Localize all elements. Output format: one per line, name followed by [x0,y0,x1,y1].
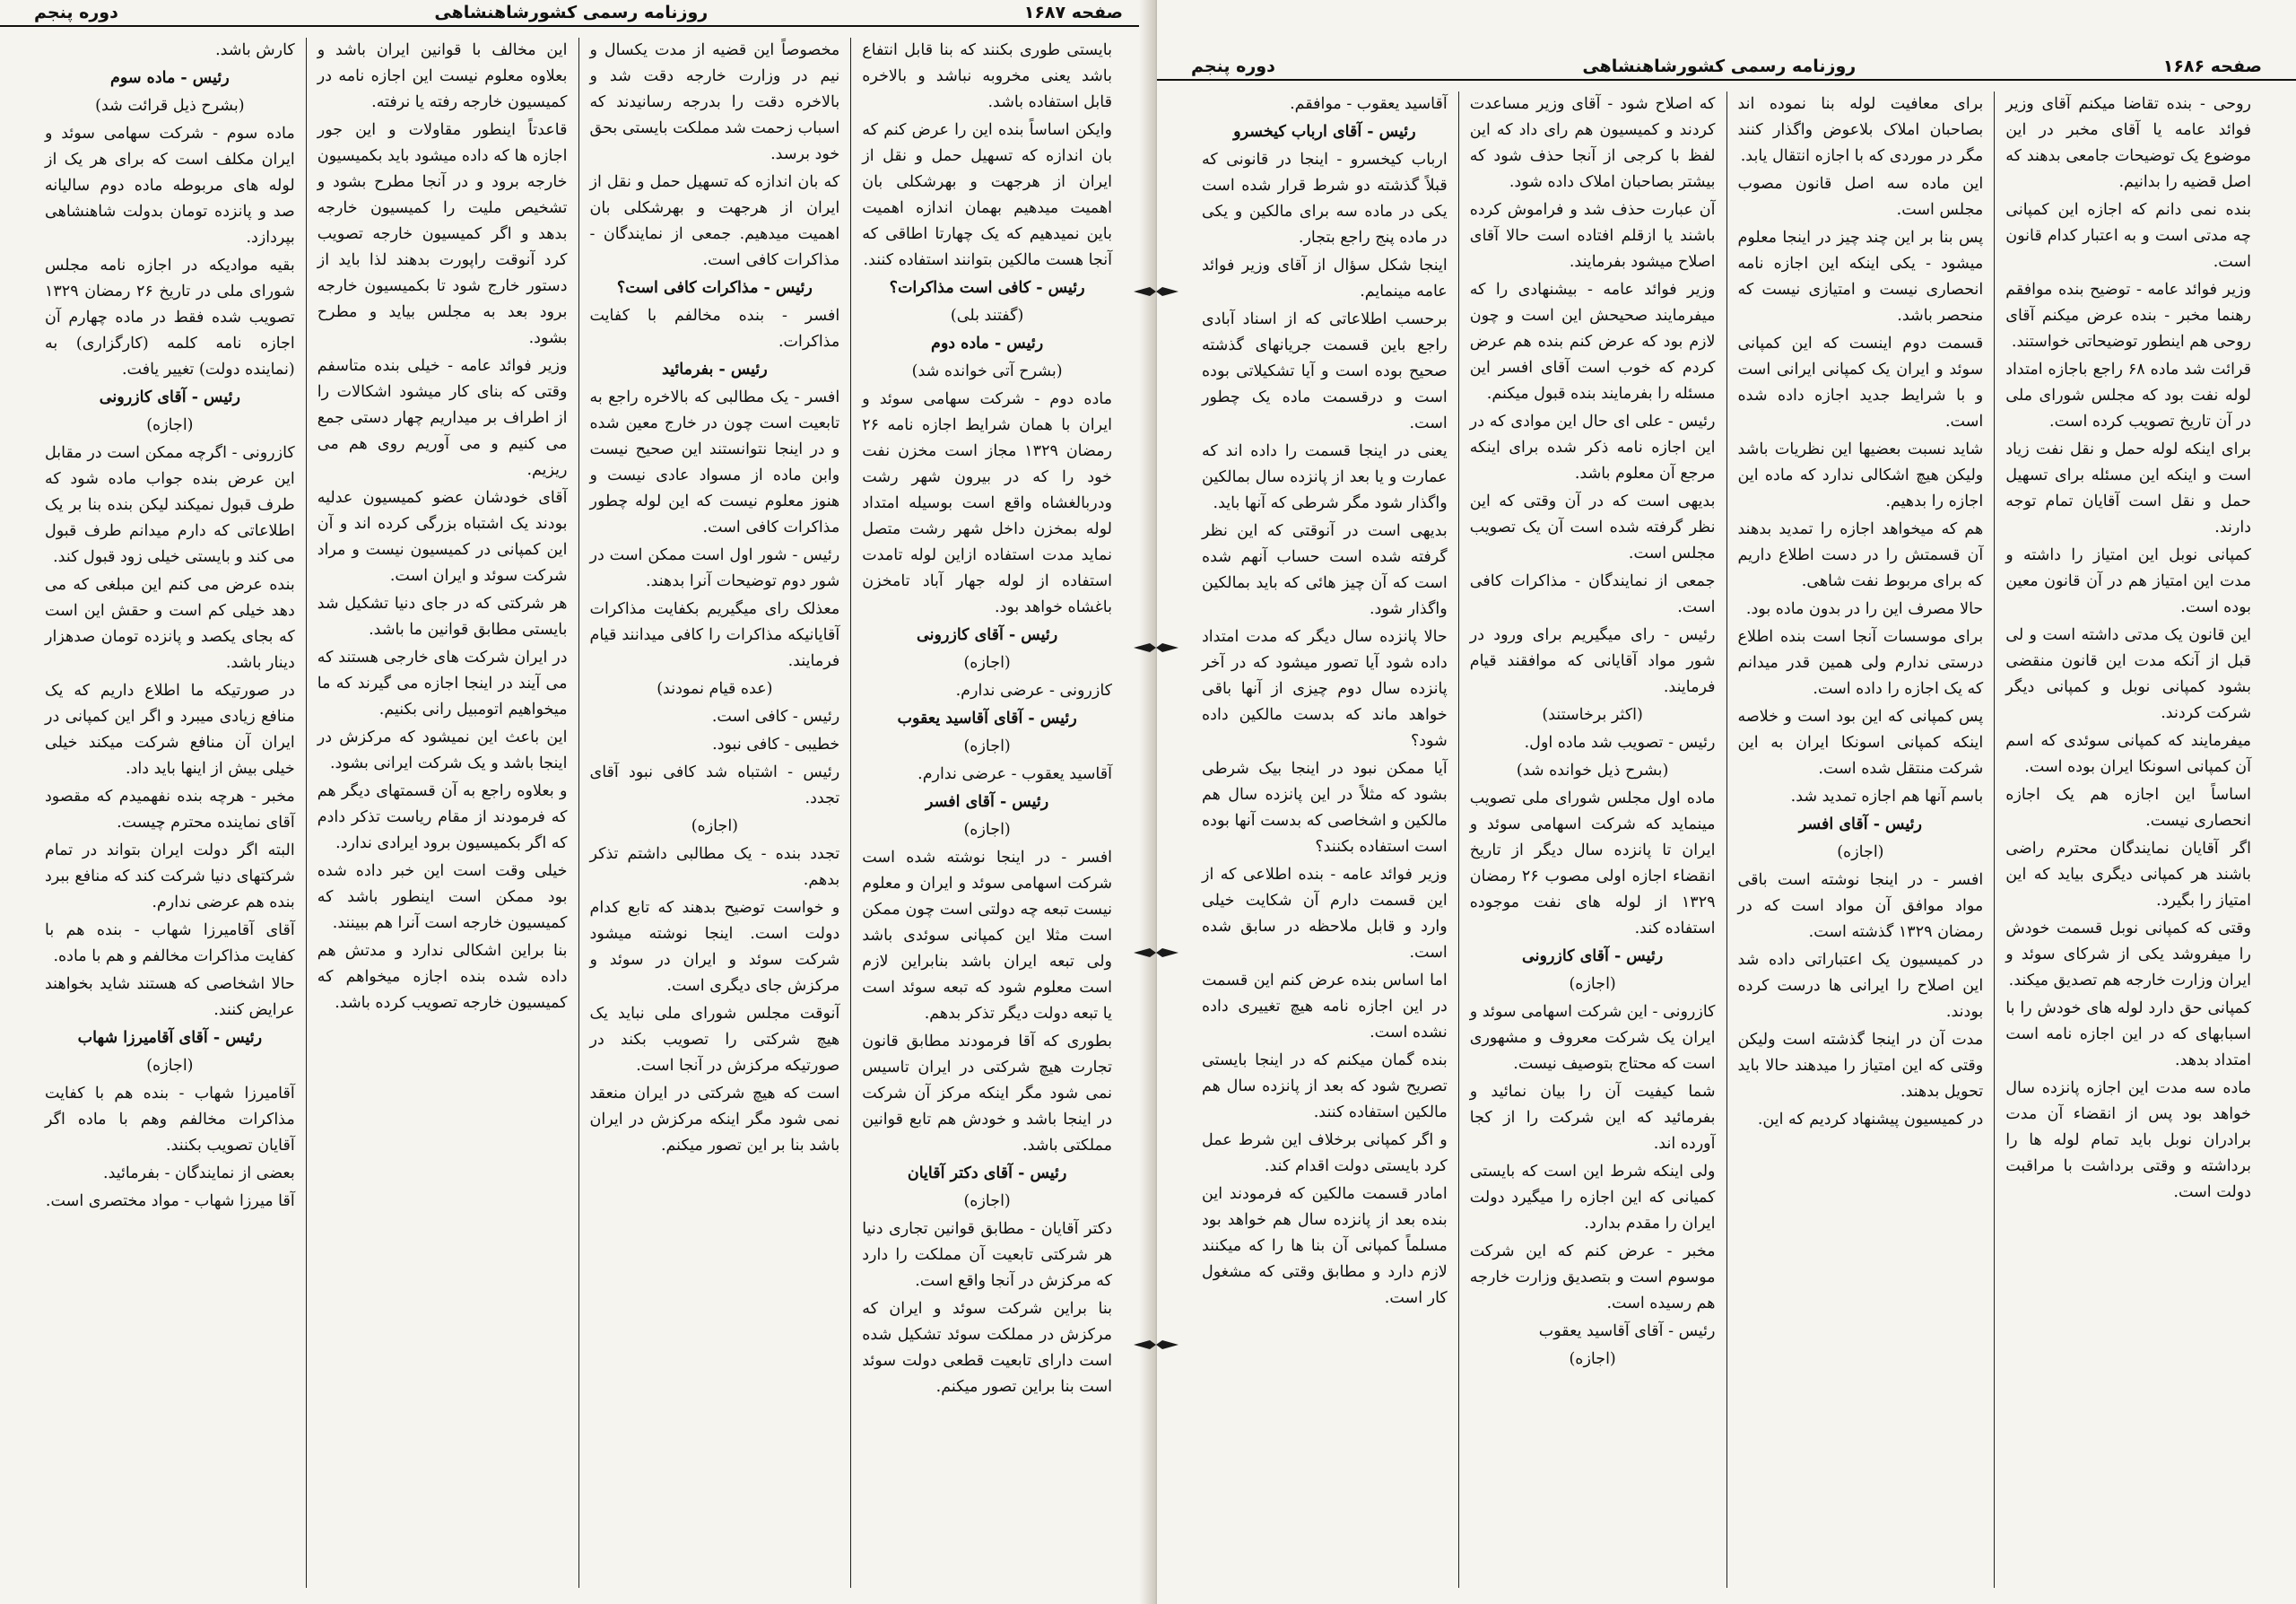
stage-note: (اجازه) [1569,1350,1616,1368]
article-paragraph: وقتی که کمپانی نوبل قسمت خودش را میفروشد یکی از شرکای سوئد و ایران وزارت خارجه هم تصدیق میکند. [2005,920,2251,989]
right-page-session: دوره پنجم [1191,57,1275,76]
article-paragraph: اینجا شکل سؤال از آقای وزیر فوائد عامه مینمایم. [1202,257,1448,301]
left-page-title: روزنامه رسمی کشورشاهنشاهی [434,3,709,22]
article-paragraph: معذلک رای میگیریم بکفایت مذاکرات آقایانیکه مذاکرات را کافی میدانند قیام فرمایند. [589,600,840,670]
stage-note: (اکثر برخاستند) [1542,706,1643,724]
article-paragraph: کازرونی - عرضی ندارم. [955,682,1112,700]
speaker-heading: رئیس - آقای ارباب کیخسرو [1233,123,1416,141]
article-paragraph: برحسب اطلاعاتی که از اسناد آبادی راجع باین قسمت جریانهای گذشته صحیح بوده است و آیا تشکیلاتی بوده است و درقسمت ماده یک چطور است. [1202,310,1448,432]
left-page-columns [34,38,1123,1588]
stage-note: (بشرح ذیل خوانده شد) [1516,762,1669,780]
text-column-l4 [34,38,306,1588]
text-column-r4 [1191,92,1458,1588]
article-paragraph: ارباب کیخسرو - اینجا در قانونی که قبلاً گذشته دو شرط قرار شده است یکی در ماده سه برای مالکین و یکی در ماده پنج راجع بتجار. [1202,151,1448,247]
article-paragraph: ماده اول مجلس شورای ملی تصویب مینماید که شرکت اسهامی سوئد و ایران تا پانزده سال دیگر از تاریخ انقضاء اجازه اولی مصوب ۲۶ رمضان ۱۳۲۹ از لوله های نفت موجوده استفاده کند. [1469,789,1716,937]
article-paragraph: حالا پانزده سال دیگر که مدت امتداد داده شود آیا تصور میشود که در آخر پانزده سال دوم چیزی از آنها باقی خواهد ماند که بدست مالکین داده شود؟ [1202,628,1448,750]
article-paragraph: آقامیرزا شهاب - بنده هم با کفایت مذاکرات مخالفم وهم با ماده اگر آقایان تصویب بکنند. [45,1085,295,1155]
article-paragraph: کمپانی نوبل این امتیاز را داشته و مدت این امتیاز هم در آن قانون معین بوده است. [2005,546,2251,616]
article-paragraph: شاید نسبت بعضیها این نظریات باشد ولیکن هیچ اشکالی ندارد که ماده این اجازه را بدهیم. [1737,440,1984,510]
article-paragraph: این ماده سه اصل قانون مصوب مجلس است. [1737,175,1984,219]
article-paragraph: اما اساس بنده عرض کنم این قسمت در این اجازه نامه هیچ تغییری داده نشده است. [1202,972,1448,1042]
article-paragraph: برای معافیت لوله بنا نموده اند بصاحبان املاک بلاعوض واگذار کنند مگر در موردی که با اجازه انتقال یابد. [1737,95,1984,165]
text-column-r2 [1726,92,1995,1588]
binding-staple-mark [1132,285,1180,298]
text-column-l2 [578,38,851,1588]
text-column-r1 [1994,92,2262,1588]
article-paragraph: وزیر فوائد عامه - بنده اطلاعی که از این قسمت دارم آن شکایت خیلی وارد و قابل ملاحظه در سابق شده است. [1202,866,1448,962]
article-paragraph: افسر - بنده مخالفم با کفایت مذاکرات. [589,307,840,351]
speaker-heading: رئیس - آقای کازرونی [917,626,1058,644]
article-paragraph: افسر - در اینجا نوشته شده است شرکت اسهامی سوئد و ایران و معلوم نیست تبعه چه دولتی است چون ممکن است مثلا این کمپانی سوئدی باشد ولی تبعه ایران باشد بنابراین لازم است معلوم شود که تبعه سوئد است یا تبعه دولت دیگر تذکر بدهم. [862,849,1112,1023]
right-page-header [1157,54,2296,81]
article-paragraph: رئیس - آقای آقاسید یعقوب [1538,1322,1716,1340]
article-paragraph: تجدد بنده - یک مطالبی داشتم تذکر بدهم. [589,845,840,889]
article-paragraph: قاعدتاً اینطور مقاولات و این جور اجازه ها که داده میشود باید بکمیسیون خارجه برود و در آنجا مطرح بشود و تشخیص ملیت را کمیسیون خارجه بدهد و اگر کمیسیون خارجه تصویب کرد آنوقت راپورت بدهند لذا باید از دستور خارج شود تا بکمیسیون خارجه برود بعد به مجلس بیاید و مطرح بشود. [317,121,568,347]
article-paragraph: آقای خودشان عضو کمیسیون عدلیه بودند یک اشتباه بزرگی کرده اند و آن این کمپانی در کمیسیون نیست و مراد شرکت سوئد و ایران است. [317,489,568,585]
article-paragraph: حالا مصرف این را در بدون ماده بود. [1745,600,1984,618]
article-paragraph: وزیر فوائد عامه - توضیح بنده موافقم رهنما مخبر - بنده عرض میکنم آقای روحی هم اینطور توضیحاتی خواستند. [2005,281,2251,351]
article-paragraph: وایکن اساساً بنده این را عرض کنم که بان اندازه که تسهیل حمل و نقل از ایران از هرجهت و بهرشکلی بان اهمیت میدهیم بهمان اندازه اهمیت باین نمیدهیم که یک چهارتا اطاقی که آنجا هست مالکین بتوانند استفاده کنند. [862,121,1112,269]
article-paragraph: آقاسید یعقوب - موافقم. [1290,95,1448,113]
speaker-heading: رئیس - آقای کازرونی [1522,947,1664,965]
article-paragraph: مخصوصاً این قضیه از مدت یکسال و نیم در وزارت خارجه دقت شد و بالاخره دقت را بدرجه رسانیدند که اسباب زحمت شد مملکت بایستی بحق خود برسد. [589,41,840,163]
article-paragraph: ماده سه مدت این اجازه پانزده سال خواهد بود پس از انقضاء آن مدت برادران نوبل باید تمام لوله ها را برداشته و وقتی برداشت با مراقبت دولت است. [2005,1079,2251,1201]
speaker-heading: رئیس - ماده دوم [931,335,1044,353]
speaker-heading: رئیس - آقای آقاسید یعقوب [897,710,1077,728]
article-paragraph: آیا ممکن نبود در اینجا بیک شرطی بشود که مثلاً در این پانزده سال هم مالکین و اشخاصی که بدست آنها بوده است استفاده بکنند؟ [1202,760,1448,856]
text-column-l3 [306,38,578,1588]
article-paragraph: جمعی از نمایندگان - مذاکرات کافی است. [1469,572,1716,616]
speaker-heading: رئیس - بفرمائید [661,361,768,379]
stage-note: (اجازه) [146,416,194,434]
article-paragraph: آقاسید یعقوب - عرضی ندارم. [918,765,1112,783]
article-paragraph: حالا اشخاصی که هستند شاید بخواهند عرایض کنند. [45,975,295,1019]
speaker-heading: رئیس - آقای آقامیرزا شهاب [77,1029,263,1047]
article-paragraph: این مخالف با قوانین ایران باشد و بعلاوه معلوم نیست این اجازه نامه در کمیسیون خارجه رفته یا نرفته. [317,41,568,111]
stage-note: (اجازه) [963,654,1011,672]
article-paragraph: بنده نمی دانم که اجازه این کمپانی چه مدتی است و به اعتبار کدام قانون است. [2005,201,2251,271]
right-page-number: صفحه ۱۶۸۶ [2162,57,2262,76]
right-page-columns [1191,92,2262,1588]
article-paragraph: است که هیچ شرکتی در ایران منعقد نمی شود مگر اینکه مرکزش در ایران باشد بنا بر این تصور میکنم. [589,1085,840,1155]
article-paragraph: قسمت دوم اینست که این کمپانی سوئد و ایران یک کمپانی ایرانی است و با شرایط جدید اجازه داده شده است. [1737,335,1984,431]
stage-note: (بشرح ذیل قرائت شد) [95,97,245,115]
article-paragraph: برای موسسات آنجا است بنده اطلاع درستی ندارم ولی همین قدر میدانم که یک اجازه را داده است. [1737,628,1984,698]
article-paragraph: ولی اینکه شرط این است که بایستی کمیانی که این اجازه را میگیرد دولت ایران را مقدم بدارد. [1469,1163,1716,1233]
article-paragraph: میفرمایند که کمپانی سوئدی که اسم آن کمپانی اسونکا ایران بوده است. [2005,732,2251,776]
article-paragraph: در کمیسیون یک اعتباراتی داده شد این اصلاح را ایرانی ها درست کرده بودند. [1737,951,1984,1021]
article-paragraph: وزیر فوائد عامه - خیلی بنده متاسفم وقتی که بنای کار میشود اشکالات را از اطراف بر میداریم چهار دستی جمع می کنیم و می آوریم روی هم می ریزیم. [317,357,568,479]
speaker-heading: رئیس - آقای دکتر آقایان [907,1164,1067,1182]
article-paragraph: که اصلاح شود - آقای وزیر مساعدت کردند و کمیسیون هم رای داد که این لفظ با کرجی از آنجا حذف شود که بیشتر بصاحبان املاک داده شود. [1469,95,1716,191]
speaker-heading: رئیس - آقای افسر [926,793,1049,811]
article-paragraph: رئیس - کافی است. [711,708,840,726]
article-paragraph: مخبر - عرض کنم که این شرکت موسوم است و بتصدیق وزارت خارجه هم رسیده است. [1469,1242,1716,1312]
article-paragraph: هر شرکتی که در جای دنیا تشکیل شد بایستی مطابق قوانین ما باشد. [317,595,568,639]
article-paragraph: بطوری که آقا فرمودند مطابق قانون تجارت هیچ شرکتی در ایران تاسیس نمی شود مگر اینکه مرکز آن شرکت در اینجا باشد و خودش هم تابع قوانین مملکتی باشد. [862,1033,1112,1155]
article-paragraph: و خواست توضیح بدهند که تابع کدام دولت است. اینجا نوشته میشود شرکت سوئد و ایران در سوئد و مرکزش جای دیگری است. [589,899,840,995]
right-page-title: روزنامه رسمی کشورشاهنشاهی [1582,57,1857,76]
article-paragraph: بدیهی است در آنوقتی که این نظر گرفته شده است حساب آنهم شده است که آن چیز هائی که باید بمالکین واگذار شود. [1202,522,1448,618]
stage-note: (اجازه) [691,817,739,835]
article-paragraph: این باعث این نمیشود که مرکزش در اینجا باشد و یک شرکت ایرانی بشود. [317,728,568,772]
stage-note: (اجازه) [146,1057,194,1075]
article-paragraph: مدت آن در اینجا گذشته است ولیکن وقتی که این امتیاز را میدهند حالا باید تحویل بدهند. [1737,1031,1984,1101]
article-paragraph: روحی - بنده تقاضا میکنم آقای وزیر فوائد عامه یا آقای مخبر در این موضوع یک توضیحات جامعی بدهند که اصل قضیه را بدانیم. [2005,95,2251,191]
article-paragraph: کارش باشد. [215,41,295,59]
article-paragraph: آنوقت مجلس شورای ملی نباید یک هیچ شرکتی را تصویب بکند در صورتیکه مرکزش در آنجا است. [589,1005,840,1075]
article-paragraph: رئیس - شور اول است ممکن است در شور دوم توضیحات آنرا بدهند. [589,546,840,590]
article-paragraph: که بان اندازه که تسهیل حمل و نقل از ایران از هرجهت و بهرشکلی بان اهمیت میدهیم. جمعی از نمایندگان - مذاکرات کافی است. [589,173,840,269]
article-paragraph: امادر قسمت مالکین که فرمودند این بنده بعد از پانزده سال هم خواهد بود مسلماً کمپانی آن بنا ها را که میکنند لازم دارد و مطابق وقتی که مشغول کار است. [1202,1185,1448,1307]
left-page-number: صفحه ۱۶۸۷ [1023,3,1123,22]
article-paragraph: دکتر آقایان - مطابق قوانین تجاری دنیا هر شرکتی تابعیت آن مملکت را دارد که مرکزش در آنجا واقع است. [862,1220,1112,1290]
binding-staple-mark [1132,1338,1180,1351]
article-paragraph: بنا براین شرکت سوئد و ایران که مرکزش در مملکت سوئد تشکیل شده است دارای تابعیت قطعی دولت سوئد است بنا براین تصور میکنم. [862,1300,1112,1396]
binding-staple-mark [1132,946,1180,959]
stage-note: (اجازه) [963,737,1011,755]
article-paragraph: افسر - در اینجا نوشته است باقی مواد موافق آن مواد است که در رمضان ۱۳۲۹ گذشته است. [1737,871,1984,941]
article-paragraph: باسم آنها هم اجازه تمدید شد. [1790,788,1984,806]
right-newspaper-page [1157,0,2296,1604]
article-paragraph: اگر آقایان نمایندگان محترم راضی باشند هر کمپانی دیگری بیاید که این امتیاز را بگیرد. [2005,840,2251,910]
article-paragraph: بعضی از نمایندگان - بفرمائید. [103,1164,295,1182]
stage-note: (اجازه) [963,821,1011,839]
stage-note: (اجازه) [1837,843,1884,861]
article-paragraph: رئیس - تصویب شد ماده اول. [1524,734,1716,752]
stage-note: (عده قیام نمودند) [657,680,773,698]
stage-note: (اجازه) [1569,975,1616,993]
article-paragraph: و بعلاوه راجع به آن قسمتهای دیگر هم که فرمودند از مقام ریاست تذکر دادم که اگر بکمیسیون برود ایرادی ندارد. [317,782,568,852]
article-paragraph: بنده گمان میکنم که در اینجا بایستی تصریح شود که بعد از پانزده سال هم مالکین استفاده کنند. [1202,1051,1448,1121]
article-paragraph: آن عبارت حذف شد و فراموش کرده باشند یا ازقلم افتاده است حالا آقای اصلاح میشود بفرمایند. [1469,201,1716,271]
article-paragraph: رئیس - اشتباه شد کافی نبود آقای تجدد. [589,763,840,807]
article-paragraph: کمپانی حق دارد لوله های خودش را با اسبابهای که در این اجازه نامه است امتداد بدهد. [2005,999,2251,1069]
article-paragraph: اساساً این اجازه هم یک اجازه انحصاری نیست. [2005,786,2251,830]
article-paragraph: یعنی در اینجا قسمت را داده اند که عمارت و یا بعد از پانزده سال بمالکین واگذار شود مگر شرطی که آنها باید. [1202,442,1448,512]
article-paragraph: ماده سوم - شرکت سهامی سوئد و ایران مکلف است که برای هر یک از لوله های مربوطه ماده دوم سالیانه صد و پانزده تومان بدولت شاهنشاهی بپردازد. [45,125,295,247]
article-paragraph: هم که میخواهد اجازه را تمدید بدهند آن قسمتش را در دست اطلاع داریم که برای مربوط نفت شاهی. [1737,520,1984,590]
article-paragraph: در صورتیکه ما اطلاع داریم که یک منافع زیادی میبرد و اگر این کمپانی در ایران آن منافع شرکت میکند خیلی خیلی بیش از اینها باید داد. [45,682,295,778]
speaker-heading: رئیس - کافی است مذاکرات؟ [889,279,1085,297]
article-paragraph: در ایران شرکت های خارجی هستند که می آیند در اینجا اجازه می گیرند که ما میخواهیم اتومبیل رانی بکنیم. [317,649,568,719]
text-column-r3 [1458,92,1726,1588]
stage-note: (اجازه) [963,1192,1011,1210]
article-paragraph: بدیهی است که در آن وقتی که این نظر گرفته شده است آن یک تصویب مجلس است. [1469,493,1716,562]
speaker-heading: رئیس - آقای افسر [1798,815,1922,833]
article-paragraph: پس کمپانی که این بود است و خلاصه اینکه کمپانی اسونکا ایران به این شرکت منتقل شده است. [1737,708,1984,778]
article-paragraph: بایستی طوری بکنند که بنا قابل انتفاع باشد یعنی مخروبه نباشد و بالاخره قابل استفاده باشد. [862,41,1112,111]
article-paragraph: بنده عرض می کنم این مبلغی که می دهد خیلی کم است و حقش این است که بجای یکصد و پانزده تومان صدهزار دینار باشد. [45,576,295,672]
article-paragraph: برای اینکه لوله حمل و نقل نفت زیاد است و اینکه این مسئله برای تسهیل حمل و نقل است آقایان تمام توجه دارند. [2005,440,2251,536]
article-paragraph: بنا براین اشکالی ندارد و مدتش هم داده شده بنده اجازه میخواهم که کمیسیون خارجه تصویب کرده باشد. [317,942,568,1012]
article-paragraph: مخبر - هرچه بنده نفهمیدم که مقصود آقای نماینده محترم چیست. [45,788,295,832]
left-page-header [0,0,1157,27]
left-page-session: دوره پنجم [34,3,118,22]
speaker-heading: رئیس - مذاکرات کافی است؟ [616,279,813,297]
speaker-heading: رئیس - ماده سوم [110,69,230,87]
article-paragraph: این قانون یک مدتی داشته است و لی قبل از آنکه مدت این قانون منقضی بشود کمپانی نوبل و کمپانی دیگر شرکت کردند. [2005,626,2251,722]
binding-staple-mark [1132,641,1180,654]
article-paragraph: البته اگر دولت ایران بتواند در تمام شرکتهای دنیا شرکت کند که منافع ببرد بنده هم عرضی ندارم. [45,841,295,911]
text-column-l1 [850,38,1123,1588]
article-paragraph: کازرونی - این شرکت اسهامی سوئد و ایران یک شرکت معروف و مشهوری است که محتاج بتوصیف نیست. [1469,1003,1716,1073]
article-paragraph: و اگر کمپانی برخلاف این شرط عمل کرد بایستی دولت اقدام کند. [1202,1131,1448,1175]
article-paragraph: کازرونی - اگرچه ممکن است در مقابل این عرض بنده جواب ماده شود که طرف قبول نمیکند لیکن بنده بنا بر یک اطلاعاتی که دارم میدانم طرف قبول می کند و بایستی خیلی زود قبول کند. [45,444,295,566]
speaker-heading: رئیس - آقای کازرونی [99,388,240,406]
article-paragraph: وزیر فوائد عامه - بیشنهادی را که میفرمایند صحیحش این است و چون لازم بود که عرض کنم بنده هم عرض کردم که خوب است آقای افسر این مسئله را بفرمایند بنده قبول میکنم. [1469,281,1716,403]
article-paragraph: رئیس - علی ای حال این موادی که در این اجازه نامه ذکر شده برای اینکه مرجع آن معلوم باشد. [1469,413,1716,483]
article-paragraph: پس بنا بر این چند چیز در اینجا معلوم میشود - یکی اینکه این اجازه نامه انحصاری نیست و امتیازی نیست که منحصر باشد. [1737,229,1984,325]
article-paragraph: بقیه موادیکه در اجازه نامه مجلس شورای ملی در تاریخ ۲۶ رمضان ۱۳۲۹ تصویب شده فقط در ماده چهارم آن اجازه نامه کلمه (کارگزاری) به (نماینده دولت) تغییر یافت. [45,257,295,379]
article-paragraph: ماده دوم - شرکت سهامی سوئد و ایران با همان شرایط اجازه نامه ۲۶ رمضان ۱۳۲۹ مجاز است مخزن نفت خود را که در بیرون شهر رشت ودربالغشاه واقع است بوسیله امتداد لوله بمخزن داخل شهر رشت متصل نماید مدت استفاده ازاین لوله تامدت استفاده از لوله جهار آباد تامخزن باغشاه خواهد بود. [862,390,1112,616]
article-paragraph: آقای آقامیرزا شهاب - بنده هم با کفایت مذاکرات مخالفم و هم با ماده. [45,921,295,965]
article-paragraph: در کمیسیون پیشنهاد کردیم که این. [1757,1111,1984,1129]
article-paragraph: رئیس - رای میگیریم برای ورود در شور مواد آقایانی که موافقند قیام فرمایند. [1469,626,1716,696]
article-paragraph: خطیبی - کافی نبود. [712,736,840,754]
article-paragraph: افسر - یک مطالبی که بالاخره راجع به تابعیت است چون در خارج معین شده و در اینجا نتوانستند این صحیح نیست وابن ماده از مسواد عادی نیست و هنوز معلوم نیست که این لوله چطور مذاکرات کافی است. [589,388,840,536]
article-paragraph: شما کیفیت آن را بیان نمائید و بفرمائید که این شرکت را از کجا آورده اند. [1469,1083,1716,1153]
article-paragraph: قرائت شد ماده ۶۸ راجع باجازه امتداد لوله نفت بود که مجلس شورای ملی در آن تاریخ تصویب کرده است. [2005,361,2251,431]
article-paragraph: آقا میرزا شهاب - مواد مختصری است. [45,1192,295,1210]
article-paragraph: خیلی وقت است این خبر داده شده بود ممکن است اینطور باشد که کمیسیون خارجه است آنرا هم ببینند. [317,862,568,932]
stage-note: (گفتند بلی) [950,307,1024,325]
stage-note: (بشرح آتی خوانده شد) [911,362,1063,380]
